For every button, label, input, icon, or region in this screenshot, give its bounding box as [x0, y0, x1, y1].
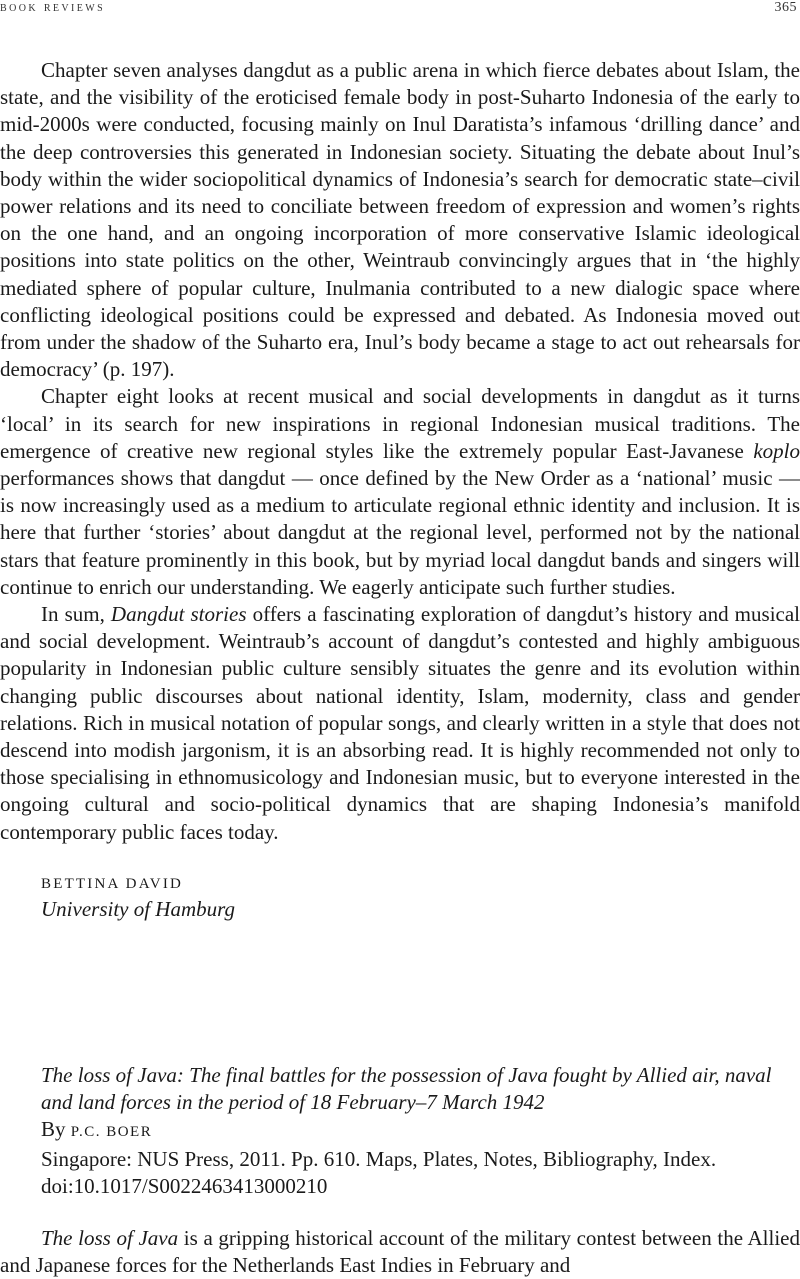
paragraph-chapter-seven: Chapter seven analyses dangdut as a public arena in which fierce debates about Islam, the state, and the visibility of the eroticised female body in post-Suharto Indonesia of the early to mid-2000s were conducted, focusing mainly on Inul Daratista’s infamous ‘drilling dance’ and the deep controversies this generated in Indonesian society. Situating the debate about Inul’s body within the wider sociopolitical dynamics of Indonesia’s search for democratic state–civil power relations and its need to conciliate between freedom of expression and women’s rights on the one hand, and an ongoing incorporation of more conservative Islamic ideological positions into state politics on the other, Weintraub convincingly argues that in ‘the highly mediated sphere of popular culture, Inulmania contributed to a new dialogic space where conflicting ideological positions could be expressed and debated. As Indonesia moved out from under the shadow of the Suharto era, Inul’s body became a stage to act out rehearsals for democracy’ (p. 197). [0, 58, 800, 382]
italic-book-title: Dangdut stories [110, 602, 247, 627]
reviewer-affiliation: University of Hamburg [41, 897, 236, 921]
italic-term-koplo: koplo [753, 438, 800, 463]
doi: doi:10.1017/S0022463413000210 [41, 1174, 328, 1198]
text-run: Chapter eight looks at recent musical and social developments in dangdut as it turns ‘local’ in its search for new inspirations in regional Indonesian musical traditions. The emergence of creative new regional styles like the extremely popular East-Javanese [0, 384, 800, 463]
reviewer-signature [41, 874, 235, 922]
text-run: performances shows that dangdut — once defined by the New Order as a ‘national’ music — is now increasingly used as a medium to articulate regional ethnic identity and inclusion. It is here that further ‘stories’ about dangdut at the regional level, performed not by the national stars that feature prominently in this book, but by myriad local dangdut bands and singers will continue to enrich our understanding. We eagerly anticipate such further studies. [0, 466, 800, 599]
book-title: The loss of Java: The final battles for the possession of Java fought by Allied air, naval and land forces in the period of 18 February–7 March 1942 [41, 1063, 772, 1114]
paragraph-chapter-eight [0, 383, 800, 601]
review-two-body [0, 1225, 800, 1279]
review-two-header [41, 1062, 800, 1200]
section-title: book reviews [0, 0, 106, 15]
book-author-line [41, 1116, 800, 1146]
book-author: P.C. BOER [70, 1124, 153, 1140]
paragraph-loss-of-java [0, 1225, 800, 1279]
text-run: In sum, [41, 602, 111, 627]
paragraph-in-sum [0, 601, 800, 846]
running-head [0, 0, 800, 16]
review-one-body [0, 57, 800, 846]
publication-details: Singapore: NUS Press, 2011. Pp. 610. Maps, Plates, Notes, Bibliography, Index. [41, 1147, 717, 1171]
by-prefix: By [41, 1117, 71, 1141]
page-number: 365 [774, 0, 797, 15]
text-run: is a gripping historical account of the military contest between the Allied and Japanese forces for the Netherlands East Indies in February and [0, 1226, 800, 1278]
reviewer-name: BETTINA DAVID [41, 876, 184, 892]
text-run: offers a fascinating exploration of dangdut’s history and musical and social development. Weintraub’s account of dangdut’s contested and highly ambiguous popularity in Indonesian public culture sensibly situates the genre and its evolution within changing public discourses about national identity, Islam, modernity, class and gender relations. Rich in musical notation of popular songs, and clearly written in a style that does not descend into modish jargonism, it is an absorbing read. It is highly recommended not only to those specialising in ethnomusicology and Indonesian music, but to everyone interested in the ongoing cultural and socio-political dynamics that are shaping Indonesia’s manifold contemporary public faces today. [0, 602, 800, 844]
italic-book-title: The loss of Java [41, 1226, 179, 1250]
